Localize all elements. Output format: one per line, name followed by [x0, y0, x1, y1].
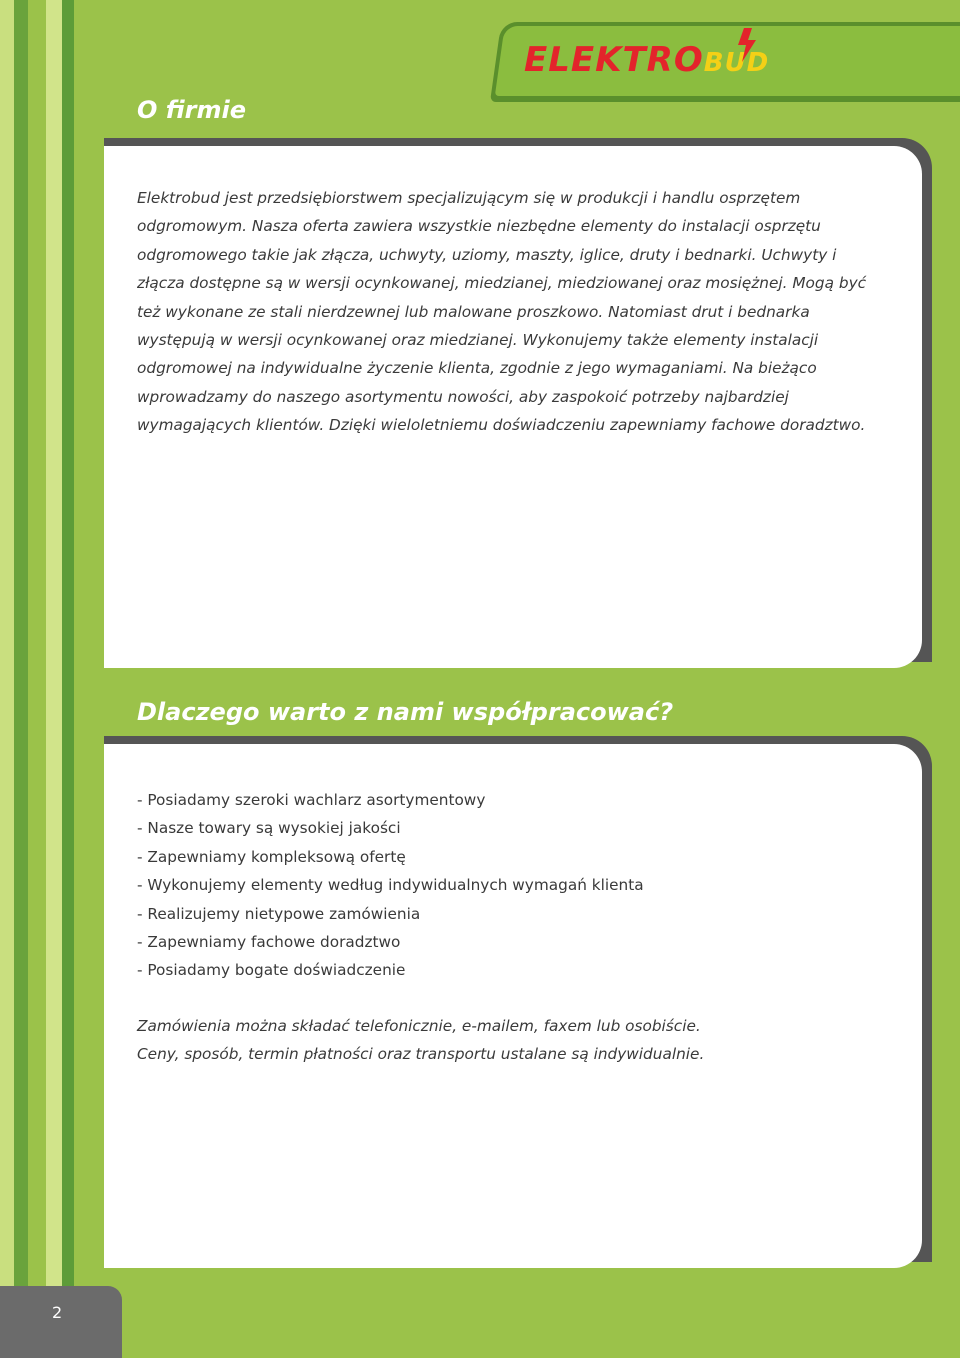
list-item: - Posiadamy szeroki wachlarz asortymentowy — [137, 791, 486, 809]
decor-stripe — [46, 0, 62, 1358]
brand-name-part1: ELEKTRO — [524, 40, 704, 80]
decor-stripe — [62, 0, 74, 1358]
payment-note: Ceny, sposób, termin płatności oraz transportu ustalane są indywidualnie. — [137, 1045, 705, 1064]
order-notes — [137, 1012, 704, 1069]
page-number: 2 — [52, 1303, 63, 1322]
decor-stripe — [28, 0, 46, 1358]
decor-stripe — [0, 0, 14, 1358]
list-item: - Wykonujemy elementy według indywidualnych wymagań klienta — [137, 876, 644, 895]
brand-logo — [524, 40, 769, 86]
section-title-about: O firmie — [137, 96, 246, 124]
page-number-tab — [0, 1286, 122, 1358]
section-title-why-us: Dlaczego warto z nami współpracować? — [137, 698, 674, 726]
about-text: Elektrobud jest przedsiębiorstwem specjalizującym się w produkcji i handlu osprzętem odgromowym. Nasza oferta zawiera wszystkie niezbędne elementy do instalacji osprzętu odgromowego takie jak złącza, uchwyty, uziomy, maszty, iglice, druty i bednarki. Uchwyty i złącza dostępne są w wersji ocynkowanej, miedzianej, miedziowanej oraz mosiężnej. Mogą być też wykonane ze stali nierdzewnej lub malowane proszkowo. Natomiast drut i bednarka występują w wersji ocynkowanej oraz miedzianej. Wykonujemy także elementy instalacji odgromowej na indywidualne życzenie klienta, zgodnie z jego wymaganiami. Na bieżąco wprowadzamy do naszego asortymentu nowości, aby zaspokoić potrzeby najbardziej wymagających klientów. Dzięki wieloletniemu doświadczeniu zapewniamy fachowe doradztwo. — [137, 189, 867, 435]
lightning-bolt-icon — [736, 28, 758, 62]
list-item: - Nasze towary są wysokiej jakości — [137, 819, 401, 838]
list-item: - Realizujemy nietypowe zamówienia — [137, 904, 421, 923]
list-item: - Zapewniamy kompleksową ofertę — [137, 847, 406, 866]
order-note: Zamówienia można składać telefonicznie, e-mailem, faxem lub osobiście. — [137, 1017, 701, 1035]
decor-stripe — [14, 0, 28, 1358]
benefits-list — [137, 786, 644, 985]
list-item: - Posiadamy bogate doświadczenie — [137, 961, 406, 980]
list-item: - Zapewniamy fachowe doradztwo — [137, 933, 401, 952]
brand-name-part2: BUD — [703, 48, 770, 78]
